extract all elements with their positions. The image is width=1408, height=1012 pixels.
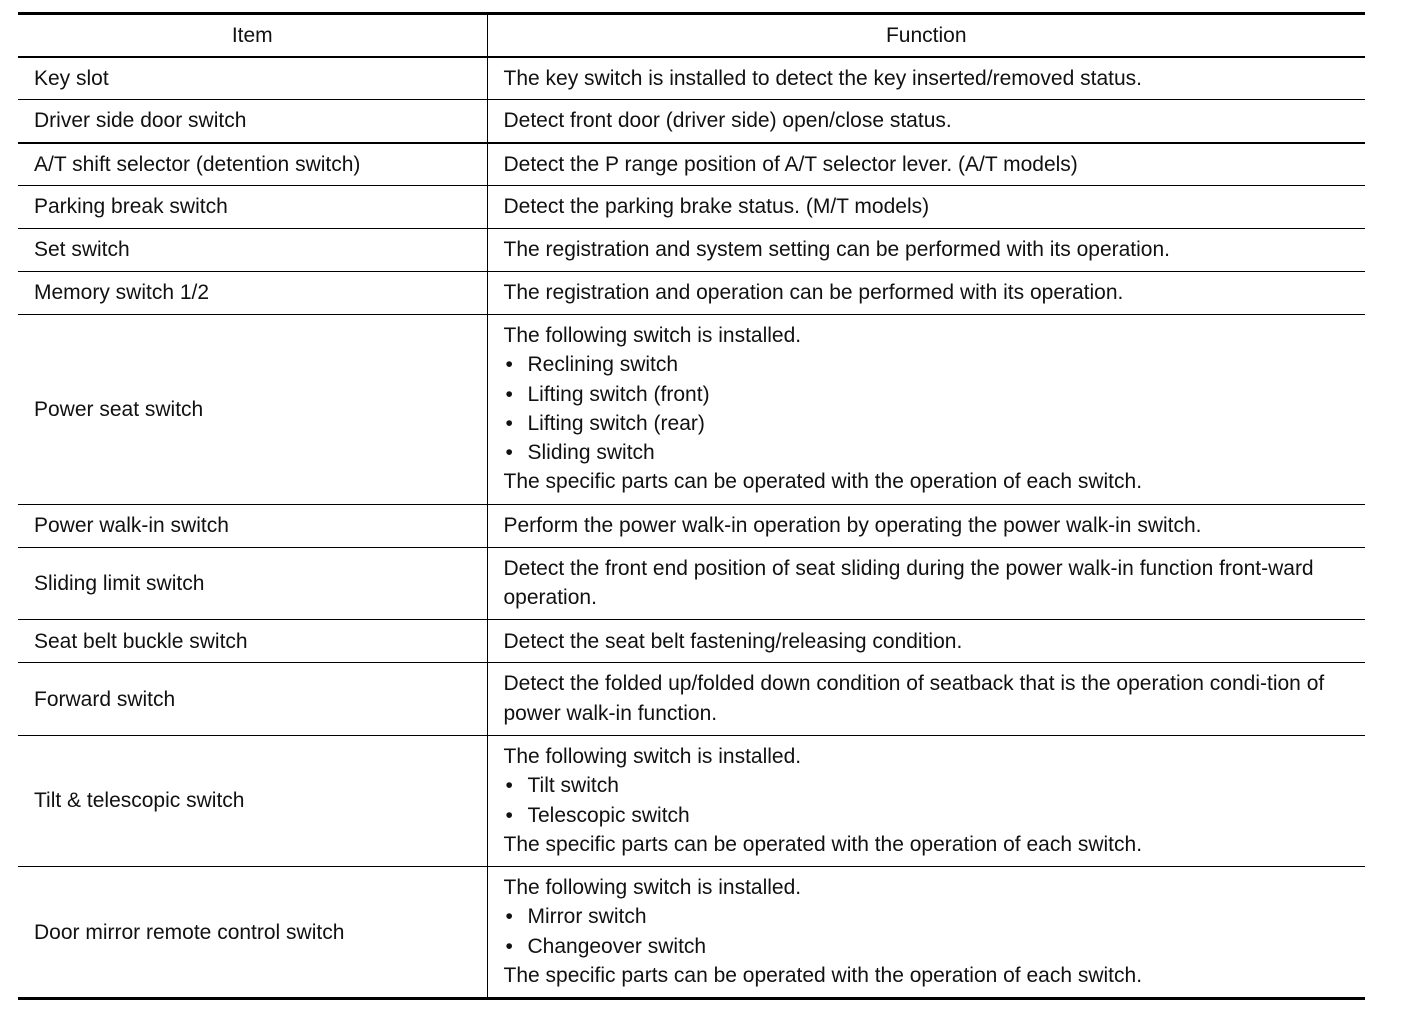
item-cell: Tilt & telescopic switch — [18, 735, 487, 866]
item-cell: Memory switch 1/2 — [18, 272, 487, 315]
table-header-row — [18, 14, 1365, 57]
table-row — [18, 620, 1365, 663]
table-row — [18, 272, 1365, 315]
function-intro: The following switch is installed. — [503, 324, 802, 347]
function-cell: Detect the folded up/folded down condition of seatback that is the operation condi-tion of power walk-in function. — [487, 663, 1365, 736]
list-item: • Reclining switch — [504, 350, 1360, 379]
item-cell: Set switch — [18, 229, 487, 272]
function-intro: The following switch is installed. — [503, 744, 802, 768]
function-intro: The following switch is installed. — [503, 876, 802, 900]
table-row — [18, 57, 1365, 100]
table-row — [18, 186, 1365, 229]
item-cell: Parking break switch — [18, 186, 487, 229]
item-cell: Power walk-in switch — [18, 504, 487, 547]
list-item: • Mirror switch — [504, 902, 1360, 931]
header-function: Function — [487, 14, 1365, 57]
function-cell: The key switch is installed to detect the key inserted/removed status. — [487, 57, 1365, 100]
table-row — [18, 229, 1365, 272]
function-cell: Perform the power walk-in operation by operating the power walk-in switch. — [487, 504, 1365, 547]
item-cell: Forward switch — [18, 663, 487, 736]
table-row — [18, 100, 1365, 143]
list-item: • Tilt switch — [504, 771, 1360, 800]
list-item: • Sliding switch — [504, 438, 1360, 467]
function-cell: The registration and operation can be performed with its operation. — [487, 272, 1365, 315]
table-row — [18, 143, 1365, 186]
item-cell: Key slot — [18, 57, 487, 100]
list-item: • Changeover switch — [504, 932, 1360, 961]
function-outro: The specific parts can be operated with the operation of each switch. — [503, 964, 1143, 988]
list-item: • Telescopic switch — [504, 801, 1360, 830]
item-cell: Seat belt buckle switch — [18, 620, 487, 663]
function-cell — [487, 735, 1365, 866]
switch-list — [504, 902, 1360, 961]
item-cell: Door mirror remote control switch — [18, 867, 487, 999]
function-cell: Detect the seat belt fastening/releasing condition. — [487, 620, 1365, 663]
table-row — [18, 315, 1365, 505]
function-cell: The registration and system setting can be performed with its operation. — [487, 229, 1365, 272]
table-row — [18, 663, 1365, 736]
item-cell: A/T shift selector (detention switch) — [18, 143, 487, 186]
function-cell — [487, 315, 1365, 505]
function-cell: Detect the front end position of seat sliding during the power walk-in function front-ward operation. — [487, 547, 1365, 620]
function-cell: Detect the P range position of A/T selector lever. (A/T models) — [487, 143, 1365, 186]
item-cell: Driver side door switch — [18, 100, 487, 143]
table-row — [18, 735, 1365, 866]
switch-function-table — [18, 12, 1365, 1000]
switch-list — [504, 350, 1360, 467]
list-item: • Lifting switch (rear) — [504, 409, 1360, 438]
function-outro: The specific parts can be operated with the operation of each switch. — [503, 470, 1143, 494]
table-row — [18, 547, 1365, 620]
table-row — [18, 867, 1365, 999]
list-item: • Lifting switch (front) — [504, 380, 1360, 409]
item-cell: Sliding limit switch — [18, 547, 487, 620]
table-row — [18, 504, 1365, 547]
function-cell — [487, 867, 1365, 999]
header-item: Item — [18, 14, 487, 57]
switch-list — [504, 771, 1360, 830]
function-cell: Detect the parking brake status. (M/T models) — [487, 186, 1365, 229]
item-cell: Power seat switch — [18, 315, 487, 505]
function-cell: Detect front door (driver side) open/close status. — [487, 100, 1365, 143]
function-outro: The specific parts can be operated with the operation of each switch. — [503, 832, 1143, 856]
